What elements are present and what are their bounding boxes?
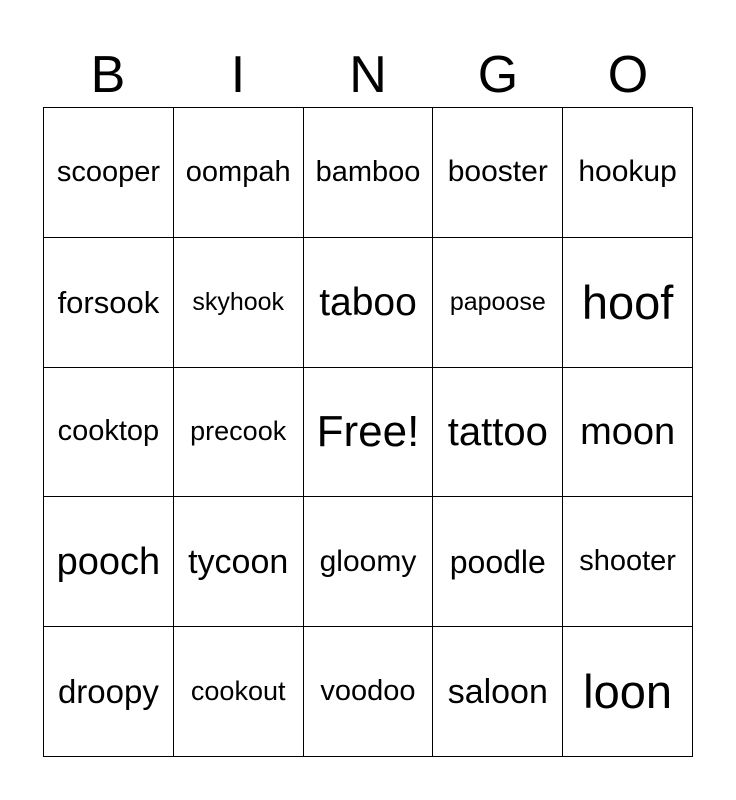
bingo-cell[interactable]: pooch — [44, 497, 174, 627]
bingo-cell[interactable]: loon — [563, 627, 693, 757]
header-letter-g: G — [477, 46, 519, 104]
bingo-cell[interactable]: skyhook — [174, 238, 304, 368]
bingo-cell[interactable]: tattoo — [433, 368, 563, 498]
header-letter-n: N — [349, 46, 387, 104]
bingo-cell[interactable]: taboo — [304, 238, 434, 368]
bingo-cell[interactable]: poodle — [433, 497, 563, 627]
bingo-cell[interactable]: cookout — [174, 627, 304, 757]
bingo-cell[interactable]: shooter — [563, 497, 693, 627]
bingo-header — [43, 44, 693, 106]
free-space-cell[interactable]: Free! — [304, 368, 434, 498]
bingo-cell[interactable]: oompah — [174, 108, 304, 238]
bingo-cell[interactable]: forsook — [44, 238, 174, 368]
bingo-cell[interactable]: gloomy — [304, 497, 434, 627]
bingo-cell[interactable]: droopy — [44, 627, 174, 757]
bingo-cell[interactable]: precook — [174, 368, 304, 498]
bingo-cell[interactable]: moon — [563, 368, 693, 498]
bingo-cell[interactable]: hoof — [563, 238, 693, 368]
bingo-cell[interactable]: papoose — [433, 238, 563, 368]
bingo-cell[interactable]: bamboo — [304, 108, 434, 238]
header-letter-b: B — [90, 46, 126, 104]
header-letter-o: O — [607, 46, 649, 104]
bingo-cell[interactable]: cooktop — [44, 368, 174, 498]
header-letter-i: I — [230, 46, 246, 104]
bingo-board — [43, 107, 693, 757]
bingo-cell[interactable]: booster — [433, 108, 563, 238]
bingo-cell[interactable]: voodoo — [304, 627, 434, 757]
bingo-cell[interactable]: scooper — [44, 108, 174, 238]
bingo-cell[interactable]: tycoon — [174, 497, 304, 627]
bingo-cell[interactable]: saloon — [433, 627, 563, 757]
bingo-cell[interactable]: hookup — [563, 108, 693, 238]
